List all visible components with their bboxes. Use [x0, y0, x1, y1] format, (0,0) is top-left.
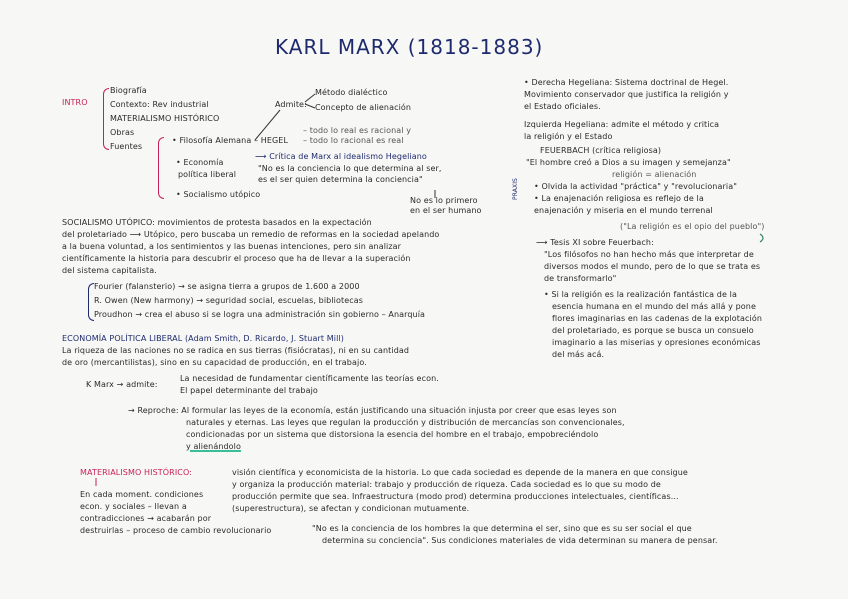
hegel-note: – todo lo real es racional y [303, 126, 412, 135]
religion-line: • Si la religión es la realización fantástica de la [544, 290, 737, 299]
intro-brace [103, 88, 109, 150]
fuente-filosofia: • Filosofía Alemana – HEGEL [172, 136, 289, 145]
materialismo-quote: determina su conciencia". Sus condiciones materiales de vida determinan su manera de pensar. [322, 536, 718, 545]
religion-line: imaginario a las miserias y opresiones económicas [552, 338, 761, 347]
materialismo-note: econ. y sociales – llevan a [80, 502, 187, 511]
reproche-line: condicionadas por un sistema que distorsiona la esencia del hombre en el trabajo, empobreciéndolo [186, 430, 599, 439]
religion-line: del proletariado, es porque se busca un consuelo [552, 326, 754, 335]
intro-item: Fuentes [110, 142, 143, 151]
izquierda-line: la religión y el Estado [524, 132, 613, 141]
page-title: KARL MARX (1818-1883) [275, 35, 544, 59]
socialismo-line: SOCIALISMO UTÓPICO: movimientos de protesta basados en la expectación [62, 218, 372, 227]
fuente-economia: • Economía [176, 158, 224, 167]
intro-label: INTRO [62, 98, 88, 107]
intro-item: Biografía [110, 86, 147, 95]
feuerbach-quote: "El hombre creó a Dios a su imagen y semejanza" [526, 158, 731, 167]
feuerbach-line: enajenación y miseria en el mundo terrenal [534, 206, 713, 215]
reproche-line: naturales y eternas. Las leyes que regulan la producción y distribución de mercancías son convencionales, [186, 418, 625, 427]
feuerbach-sub: religión = alienación [612, 170, 697, 179]
kmarx-item: La necesidad de fundamentar científicamente las teorías econ. [180, 374, 439, 383]
tesis-title: ⟶ Tesis XI sobre Feuerbach: [536, 238, 654, 247]
critica-title: ⟶ Crítica de Marx al idealismo Hegeliano [255, 152, 427, 161]
religion-line: del más acá. [552, 350, 605, 359]
materialismo-line: y organiza la producción material: trabajo y producción de riqueza. Cada sociedad es lo que su modo de [232, 480, 661, 489]
materialismo-note: contradicciones → acabarán por [80, 514, 212, 523]
socialismo-line: a la buena voluntad, a los sentimientos y las buenas intenciones, pero sin analizar [62, 242, 402, 251]
economia-line: de oro (mercantilistas), sino en su capacidad de producción, en el trabajo. [62, 358, 367, 367]
kmarx-item: El papel determinante del trabajo [180, 386, 318, 395]
socialismo-line: científicamente la historia para descubrir el proceso que ha de llevar a la superación [62, 254, 411, 263]
intro-item: Obras [110, 128, 135, 137]
economia-title: ECONOMÍA POLÍTICA LIBERAL (Adam Smith, D. Ricardo, J. Stuart Mill) [62, 334, 344, 343]
critica-note: No es lo primero [410, 196, 478, 205]
intro-item: Contexto: Rev industrial [110, 100, 209, 109]
tesis-line: diversos modos el mundo, pero de lo que se trata es [544, 262, 761, 271]
materialismo-quote: "No es la conciencia de los hombres la que determina el ser, sino que es su ser social el que [312, 524, 692, 533]
economia-line: La riqueza de las naciones no se radica en sus tierras (fisiócratas), ni en su cantidad [62, 346, 410, 355]
intro-item: MATERIALISMO HISTÓRICO [110, 114, 220, 123]
reproche-line: → Reproche: Al formular las leyes de la economía, están justificando una situación injusta por creer que esas leyes son [128, 406, 617, 415]
feuerbach-title: FEUERBACH (crítica religiosa) [540, 146, 662, 155]
feuerbach-line: • Olvida la actividad "práctica" y "revolucionaria" [534, 182, 737, 191]
derecha-line: el Estado oficiales. [524, 102, 601, 111]
materialismo-line: (superestructura), se afectan y condicionan mutuamente. [232, 504, 470, 513]
materialismo-note: destruirlas – proceso de cambio revolucionario [80, 526, 272, 535]
fuente-economia: política liberal [178, 170, 237, 179]
author-fourier: Fourier (falansterio) → se asigna tierra a grupos de 1.600 a 2000 [94, 282, 360, 291]
opio-quote: ("La religión es el opio del pueblo") [620, 222, 765, 231]
materialismo-label: MATERIALISMO HISTÓRICO: [80, 468, 193, 477]
critica-line: es el ser quien determina la conciencia" [258, 175, 423, 184]
izquierda-line: Izquierda Hegeliana: admite el método y critica [524, 120, 720, 129]
derecha-line: • Derecha Hegeliana: Sistema doctrinal de Hegel. [524, 78, 729, 87]
materialismo-line: producción permite que sea. Infraestructura (modo prod) determina producciones intelectuales, científicas... [232, 492, 679, 501]
tesis-line: de transformarlo" [544, 274, 617, 283]
fuentes-brace [158, 137, 164, 199]
materialismo-note: En cada moment. condiciones [80, 490, 204, 499]
kmarx-admite: K Marx → admite: [86, 380, 158, 389]
admite-item: Método dialéctico [315, 88, 388, 97]
critica-note: en el ser humano [410, 206, 482, 215]
author-owen: R. Owen (New harmony) → seguridad social, escuelas, bibliotecas [94, 296, 364, 305]
religion-line: flores imaginarias en las cadenas de la explotación [552, 314, 762, 323]
praxis-label: PRAXIS [511, 178, 519, 200]
feuerbach-line: • La enajenación religiosa es reflejo de la [534, 194, 704, 203]
tesis-line: "Los filósofos no han hecho más que interpretar de [544, 250, 754, 259]
derecha-line: Movimiento conservador que justifica la religión y [524, 90, 729, 99]
hegel-note: – todo lo racional es real [303, 136, 404, 145]
socialismo-line: del proletariado ⟶ Utópico, pero buscaba un remedio de reformas en la sociedad apelando [62, 230, 440, 239]
fuente-socialismo: • Socialismo utópico [176, 190, 261, 199]
admite-label: Admite: [275, 100, 307, 109]
socialismo-line: del sistema capitalista. [62, 266, 157, 275]
admite-item: Concepto de alienación [315, 103, 412, 112]
reproche-line: y alienándolo [186, 442, 241, 451]
materialismo-line: visión científica y economicista de la historia. Lo que cada sociedad es depende de la manera en que consigue [232, 468, 688, 477]
author-proudhon: Proudhon → crea el abuso si se logra una administración sin gobierno – Anarquía [94, 310, 426, 319]
religion-line: esencia humana en el mundo del más allá y pone [552, 302, 756, 311]
critica-line: "No es la conciencia lo que determina al ser, [258, 164, 442, 173]
